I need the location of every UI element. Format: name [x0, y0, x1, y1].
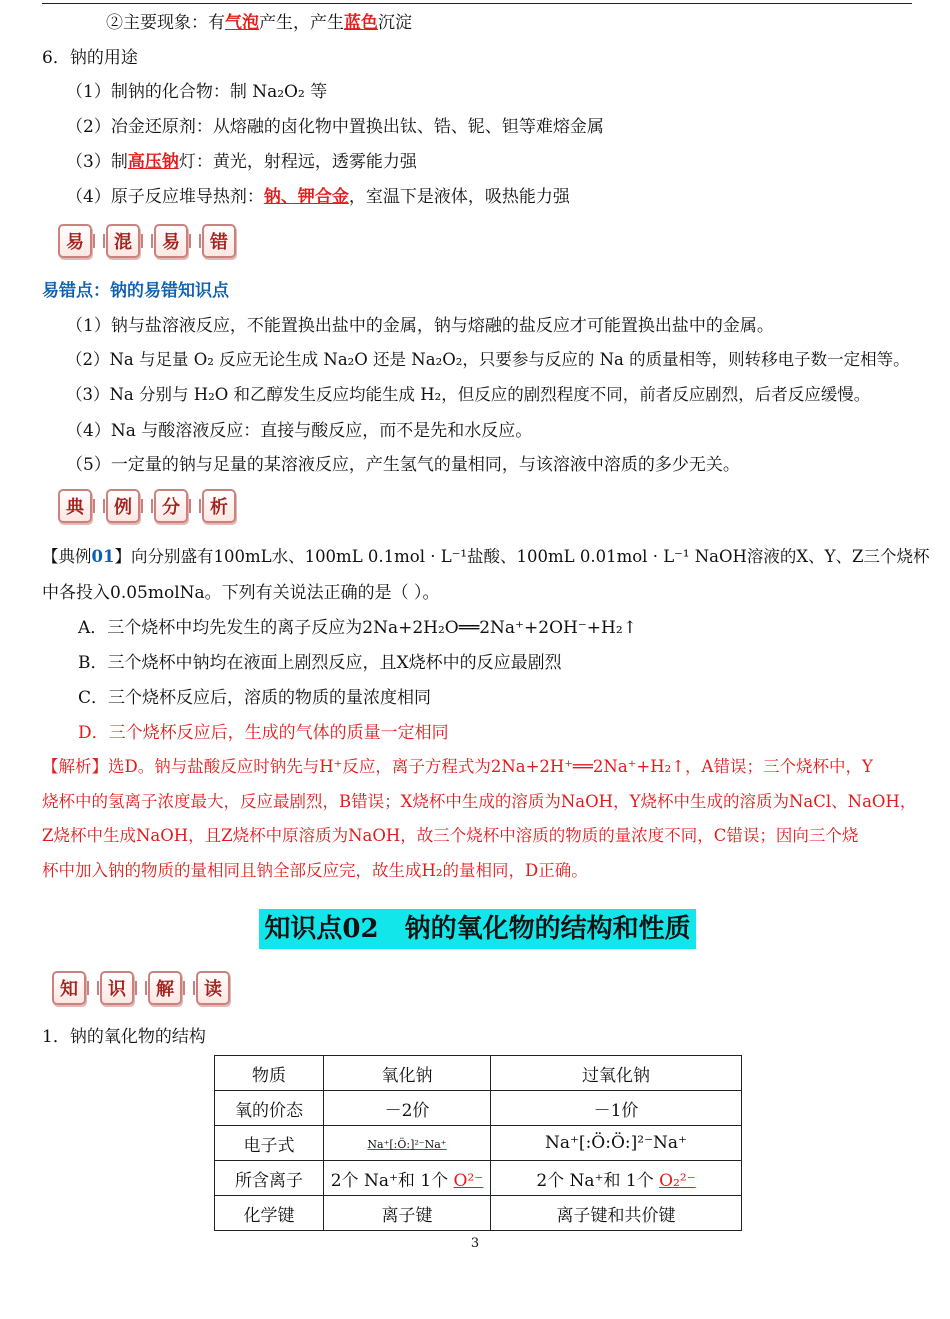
text: ②主要现象：有 — [106, 13, 225, 33]
table-row — [215, 1126, 742, 1161]
table-cell — [491, 1126, 742, 1161]
text: 产生，产生 — [259, 13, 344, 33]
table-cell: 所含离子 — [215, 1161, 324, 1196]
mistake-4: （4）Na 与酸溶液反应：直接与酸反应，而不是先和水反应。 — [66, 421, 533, 441]
option-c: C．三个烧杯反应后，溶质的物质的量浓度相同 — [78, 688, 432, 708]
badge-example-analysis — [58, 486, 236, 526]
table-cell — [324, 1126, 491, 1161]
uses-heading: 6．钠的用途 — [42, 48, 138, 68]
table-row — [215, 1161, 742, 1196]
badge-tile: 知 — [52, 971, 86, 1005]
table-cell: －2价 — [324, 1091, 491, 1126]
table-header: 物质 — [215, 1056, 324, 1091]
badge-tile: 错 — [202, 224, 236, 258]
badge-link — [135, 981, 147, 995]
badge-link — [87, 981, 99, 995]
table-row — [215, 1091, 742, 1126]
table-cell — [324, 1161, 491, 1196]
text: 向分别盛有100mL水、100mL 0.1mol · L⁻¹盐酸、100mL 0.01mol · L⁻¹ NaOH溶液的X、Y、Z三个烧杯 — [130, 547, 930, 566]
page-number: 3 — [470, 1236, 480, 1251]
text: （4）原子反应堆导热剂： — [66, 187, 264, 207]
table-cell: 氧的价态 — [215, 1091, 324, 1126]
badge-link — [93, 499, 105, 513]
text: 2个 Na⁺和 1个 — [536, 1170, 660, 1191]
badge-tile: 读 — [196, 971, 230, 1005]
option-a: A．三个烧杯中均先发生的离子反应为2Na+2H₂O══2Na⁺+2OH⁻+H₂↑ — [78, 618, 637, 638]
table-cell — [491, 1161, 742, 1196]
example-question-line-2: 中各投入0.05molNa。下列有关说法正确的是（ ）。 — [42, 583, 440, 603]
badge-easy-mistake — [58, 221, 236, 261]
ion-peroxide: O₂²⁻ — [659, 1170, 696, 1191]
highlight: 高压钠 — [127, 152, 179, 172]
mistakes-title: 易错点：钠的易错知识点 — [42, 281, 229, 301]
text: 【典例 — [42, 547, 92, 566]
badge-tile: 识 — [100, 971, 134, 1005]
badge-tile: 易 — [58, 224, 92, 258]
analysis-line-3: Z烧杯中生成NaOH，且Z烧杯中原溶质为NaOH，故三个烧杯中溶质的物质的量浓度不同，C错误；因向三个烧 — [42, 826, 859, 845]
badge-link — [141, 499, 153, 513]
text: 灯：黄光，射程远，透雾能力强 — [178, 152, 417, 172]
badge-tile: 例 — [106, 489, 140, 523]
badge-link — [189, 234, 201, 248]
option-d: D．三个烧杯反应后，生成的气体的质量一定相同 — [78, 723, 449, 743]
highlight-blue: 蓝色 — [344, 13, 378, 33]
ion-oxide: O²⁻ — [453, 1170, 484, 1191]
uses-item-3 — [66, 147, 417, 172]
badge-tile: 易 — [154, 224, 188, 258]
phenomenon-line — [106, 8, 412, 33]
analysis-line-1: 【解析】选D。钠与盐酸反应时钠先与H⁺反应，离子方程式为2Na+2H⁺══2Na⁺+H₂↑，A错误；三个烧杯中，Y — [42, 757, 873, 776]
highlight-bubbles: 气泡 — [225, 13, 259, 33]
table-cell: 离子键 — [324, 1196, 491, 1231]
badge-tile: 混 — [106, 224, 140, 258]
uses-item-2: （2）冶金还原剂：从熔融的卤化物中置换出钛、锆、铌、钽等难熔金属 — [66, 117, 604, 137]
electron-formula-na2o2: Na⁺[:Ö:Ö:]²⁻Na⁺ — [544, 1133, 688, 1153]
text: 】 — [114, 547, 131, 566]
oxide-structure-table — [214, 1055, 742, 1231]
badge-link — [141, 234, 153, 248]
badge-link — [189, 499, 201, 513]
section-title: 知识点02 钠的氧化物的结构和性质 — [259, 909, 696, 949]
table-cell: 化学键 — [215, 1196, 324, 1231]
badge-tile: 典 — [58, 489, 92, 523]
badge-tile: 析 — [202, 489, 236, 523]
badge-link — [183, 981, 195, 995]
mistake-5: （5）一定量的钠与足量的某溶液反应，产生氢气的量相同，与该溶液中溶质的多少无关。 — [66, 455, 740, 475]
table-header: 氧化钠 — [324, 1056, 491, 1091]
badge-tile: 分 — [154, 489, 188, 523]
badge-link — [93, 234, 105, 248]
mistake-2: （2）Na 与足量 O₂ 反应无论生成 Na₂O 还是 Na₂O₂，只要参与反应的 Na 的质量相等，则转移电子数一定相等。 — [66, 350, 910, 369]
text: ，室温下是液体，吸热能力强 — [348, 187, 570, 207]
example-number: 01 — [91, 547, 115, 566]
analysis-line-2: 烧杯中的氢离子浓度最大，反应最剧烈，B错误；X烧杯中生成的溶质为NaOH，Y烧杯中生成的溶质为NaCl、NaOH， — [42, 792, 917, 811]
text: 2个 Na⁺和 1个 — [330, 1170, 454, 1191]
badge-knowledge — [52, 968, 230, 1008]
table-cell: －1价 — [491, 1091, 742, 1126]
option-b: B．三个烧杯中钠均在液面上剧烈反应，且X烧杯中的反应最剧烈 — [78, 653, 562, 673]
electron-formula-na2o: Na⁺[:Ö:]²⁻Na⁺ — [367, 1138, 447, 1151]
mistake-3: （3）Na 分别与 H₂O 和乙醇发生反应均能生成 H₂，但反应的剧烈程度不同，前者反应剧烈，后者反应缓慢。 — [66, 385, 871, 404]
text: （3）制 — [66, 152, 128, 172]
badge-tile: 解 — [148, 971, 182, 1005]
uses-item-1: （1）制钠的化合物：制 Na₂O₂ 等 — [66, 82, 328, 102]
uses-item-4 — [66, 182, 570, 207]
analysis-line-4: 杯中加入钠的物质的量相同且钠全部反应完，故生成H₂的量相同，D正确。 — [42, 861, 588, 880]
example-question-line-1 — [42, 543, 930, 567]
highlight: 钠、钾合金 — [263, 187, 349, 207]
header-rule — [42, 3, 912, 4]
mistake-1: （1）钠与盐溶液反应，不能置换出盐中的金属，钠与熔融的盐反应才可能置换出盐中的金属。 — [66, 316, 774, 336]
table-cell: 离子键和共价键 — [491, 1196, 742, 1231]
table-row — [215, 1196, 742, 1231]
table-header: 过氧化钠 — [491, 1056, 742, 1091]
text: 沉淀 — [378, 13, 412, 33]
table-cell: 电子式 — [215, 1126, 324, 1161]
structure-heading: 1．钠的氧化物的结构 — [42, 1027, 206, 1047]
table-row — [215, 1056, 742, 1091]
